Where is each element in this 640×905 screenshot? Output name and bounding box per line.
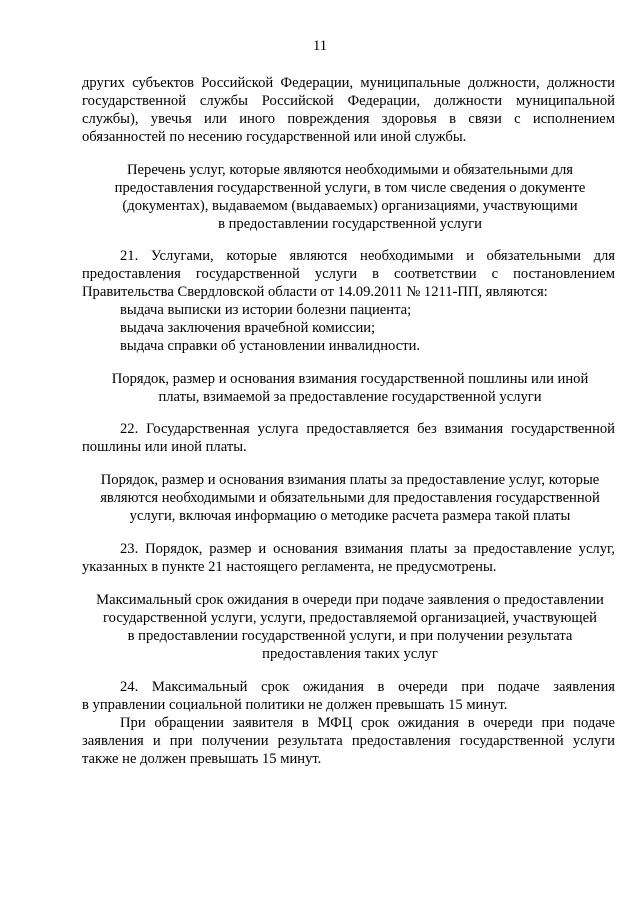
continuation-line: государственной службы Российской Федерации, должности муниципальной xyxy=(82,93,615,109)
section-heading-line: в предоставлении государственной услуги xyxy=(218,216,482,232)
list-item: выдача выписки из истории болезни пациента; xyxy=(120,302,412,318)
section-heading-line: Порядок, размер и основания взимания платы за предоставление услуг, которые xyxy=(100,472,600,488)
paragraph-21-line: Правительства Свердловской области от 14.09.2011 № 1211-ПП, являются: xyxy=(82,284,548,300)
list-item: выдача справки об установлении инвалидности. xyxy=(120,338,421,354)
paragraph-24-line: также не должен превышать 15 минут. xyxy=(82,751,322,767)
continuation-line: службы), увечья или иного повреждения здоровья в связи с исполнением xyxy=(82,111,615,127)
section-heading-line: предоставления государственной услуги, в том числе сведения о документе xyxy=(114,180,586,196)
list-item: выдача заключения врачебной комиссии; xyxy=(120,320,376,336)
paragraph-22-line: пошлины или иной платы. xyxy=(82,439,247,455)
paragraph-24-line: При обращении заявителя в МФЦ срок ожидания в очереди при подаче xyxy=(120,715,615,731)
paragraph-23-line: 23. Порядок, размер и основания взимания платы за предоставление услуг, xyxy=(120,541,615,557)
section-heading-line: Порядок, размер и основания взимания государственной пошлины или иной xyxy=(111,371,589,387)
section-heading-line: услуги, включая информацию о методике расчета размера такой платы xyxy=(129,508,571,524)
paragraph-21-line: 21. Услугами, которые являются необходимыми и обязательными для xyxy=(120,248,615,264)
section-heading-line: Максимальный срок ожидания в очереди при подаче заявления о предоставлении xyxy=(96,592,604,608)
section-heading-line: предоставления таких услуг xyxy=(262,646,438,662)
paragraph-22-line: 22. Государственная услуга предоставляется без взимания государственной xyxy=(120,421,615,437)
continuation-line: других субъектов Российской Федерации, муниципальные должности, должности xyxy=(82,75,615,91)
section-heading-line: платы, взимаемой за предоставление государственной услуги xyxy=(158,389,542,405)
continuation-line: обязанностей по несению государственной или иной службы. xyxy=(82,129,467,145)
section-heading-line: в предоставлении государственной услуги, и при получении результата xyxy=(127,628,573,644)
paragraph-24-line: заявления и при получении результата предоставления государственной услуги xyxy=(82,733,615,749)
paragraph-24-line: в управлении социальной политики не должен превышать 15 минут. xyxy=(82,697,508,713)
paragraph-24-line: 24. Максимальный срок ожидания в очереди при подаче заявления xyxy=(120,679,615,695)
paragraph-23-line: указанных в пункте 21 настоящего регламента, не предусмотрены. xyxy=(82,559,497,575)
section-heading-line: государственной услуги, услуги, предоставляемой организацией, участвующей xyxy=(103,610,597,626)
paragraph-21-line: предоставления государственной услуги в соответствии с постановлением xyxy=(82,266,615,282)
section-heading-line: Перечень услуг, которые являются необходимыми и обязательными для xyxy=(127,162,573,178)
section-heading-line: являются необходимыми и обязательными для предоставления государственной xyxy=(100,490,600,506)
page-number: 11 xyxy=(312,38,328,54)
section-heading-line: (документах), выдаваемом (выдаваемых) организациями, участвующими xyxy=(122,198,578,214)
